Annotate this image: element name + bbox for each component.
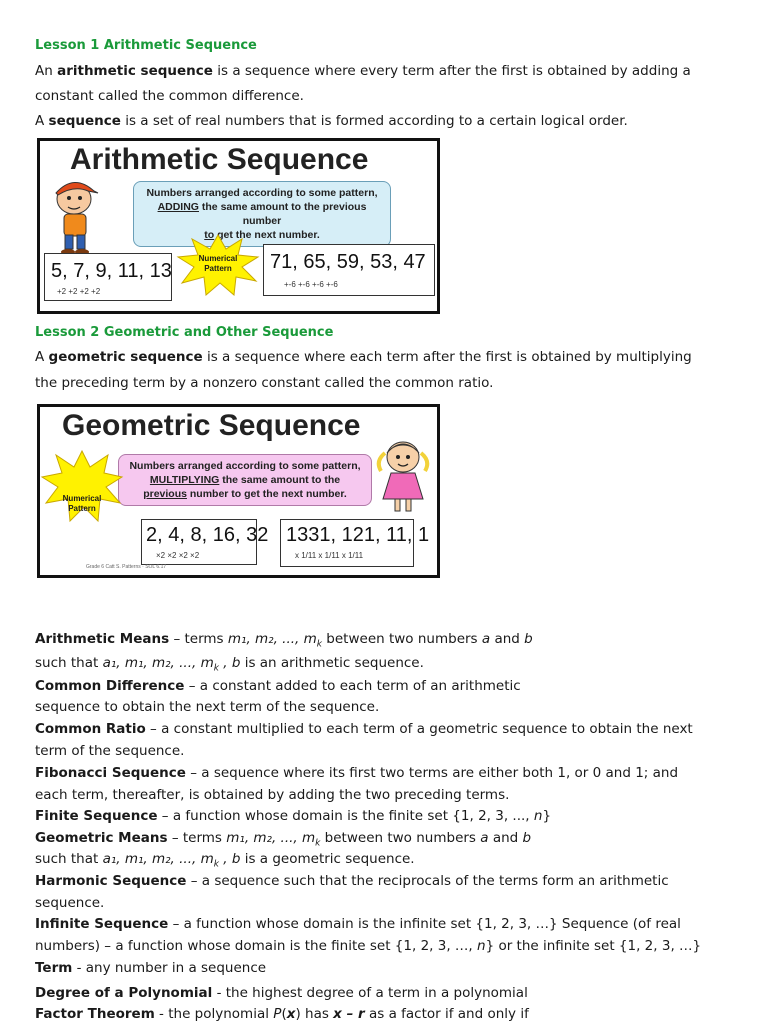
lesson2-paragraph-1-line2: the preceding term by a nonzero constant called the common ratio. xyxy=(35,375,494,391)
cartoon-boy-illustration xyxy=(44,177,114,257)
arithmetic-panel-title: Arithmetic Sequence xyxy=(70,143,369,176)
geometric-example-1-ops: ×2 ×2 ×2 ×2 xyxy=(156,551,200,560)
arithmetic-example-2-sequence: 71, 65, 59, 53, 47 xyxy=(270,251,426,273)
glossary-common-ratio: Common Ratio – a constant multiplied to each term of a geometric sequence to obtain the next xyxy=(35,721,693,737)
geometric-panel-title: Geometric Sequence xyxy=(62,409,361,442)
arithmetic-definition-bubble: Numbers arranged according to some pattern, ADDING the same amount to the previous number to get the next number. xyxy=(133,181,391,247)
glossary-finite-sequence: Finite Sequence – a function whose domain is the finite set {1, 2, 3, ..., n} xyxy=(35,808,552,824)
glossary-factor-theorem: Factor Theorem - the polynomial P(x) has x – r as a factor if and only if xyxy=(35,1006,529,1022)
glossary-term: Term - any number in a sequence xyxy=(35,960,267,976)
glossary-harmonic-sequence: Harmonic Sequence – a sequence such that the reciprocals of the terms form an arithmetic xyxy=(35,873,669,889)
arithmetic-example-2-ops: +-6 +-6 +-6 +-6 xyxy=(284,280,338,289)
arithmetic-star-label: Numerical Pattern xyxy=(198,254,238,273)
arithmetic-example-2 xyxy=(263,244,435,296)
geometric-example-1-sequence: 2, 4, 8, 16, 32 xyxy=(146,524,269,546)
lesson1-paragraph-1: An arithmetic sequence is a sequence where every term after the first is obtained by adding a xyxy=(35,63,691,79)
geometric-definition-bubble: Numbers arranged according to some pattern, MULTIPLYING the same amount to the previous number to get the next number. xyxy=(118,454,372,506)
glossary-common-ratio-line2: term of the sequence. xyxy=(35,743,185,759)
arithmetic-example-1 xyxy=(44,253,172,301)
glossary-geometric-means-line2: such that a₁, m₁, m₂, ..., $m_k$ , b is a geometric sequence. xyxy=(35,851,415,870)
lesson1-paragraph-1-line2: constant called the common difference. xyxy=(35,88,304,104)
glossary-geometric-means: Geometric Means – terms m₁, m₂, ..., $m_k$ between two numbers a and b xyxy=(35,830,532,849)
geometric-example-2-sequence: 1331, 121, 11, 1 xyxy=(286,524,430,546)
glossary-fibonacci: Fibonacci Sequence – a sequence where its first two terms are either both 1, or 0 and 1; and xyxy=(35,765,679,781)
geometric-panel-credit: Grade 6 Catt S. Patterns · SOL 6.17 xyxy=(86,564,167,570)
arithmetic-sequence-infographic xyxy=(37,138,440,314)
glossary-degree-of-polynomial: Degree of a Polynomial - the highest degree of a term in a polynomial xyxy=(35,985,528,1001)
glossary-common-difference: Common Difference – a constant added to each term of an arithmetic xyxy=(35,678,521,694)
glossary-common-difference-line2: sequence to obtain the next term of the sequence. xyxy=(35,699,380,715)
arithmetic-example-1-sequence: 5, 7, 9, 11, 13 xyxy=(51,260,172,282)
lesson1-paragraph-2: A sequence is a set of real numbers that is formed according to a certain logical order. xyxy=(35,113,628,129)
geometric-example-2-ops: x 1/11 x 1/11 x 1/11 xyxy=(295,551,364,560)
geometric-sequence-infographic xyxy=(37,404,440,578)
glossary-arithmetic-means: Arithmetic Means – terms m₁, m₂, ..., $m_k$ between two numbers a and b xyxy=(35,631,533,650)
geometric-example-2 xyxy=(280,519,430,567)
glossary-infinite-sequence: Infinite Sequence – a function whose domain is the infinite set {1, 2, 3, …} Sequence (of real xyxy=(35,916,681,932)
cartoon-girl-illustration xyxy=(373,435,433,519)
glossary-arithmetic-means-line2: such that a₁, m₁, m₂, ..., $m_k$ , b is an arithmetic sequence. xyxy=(35,655,424,674)
geometric-example-1 xyxy=(141,519,269,565)
glossary-infinite-sequence-line2: numbers) – a function whose domain is the finite set {1, 2, 3, …, n} or the infinite set {1, 2, 3, …} xyxy=(35,938,702,954)
lesson2-paragraph-1: A geometric sequence is a sequence where each term after the first is obtained by multiplying xyxy=(35,349,692,365)
lesson2-heading: Lesson 2 Geometric and Other Sequence xyxy=(35,325,334,340)
arithmetic-example-1-ops: +2 +2 +2 +2 xyxy=(57,287,101,296)
lesson1-heading: Lesson 1 Arithmetic Sequence xyxy=(35,38,257,53)
glossary-harmonic-sequence-line2: sequence. xyxy=(35,895,105,911)
glossary-fibonacci-line2: each term, thereafter, is obtained by adding the two preceding terms. xyxy=(35,787,510,803)
geometric-star-label: Numerical Pattern xyxy=(62,494,102,513)
